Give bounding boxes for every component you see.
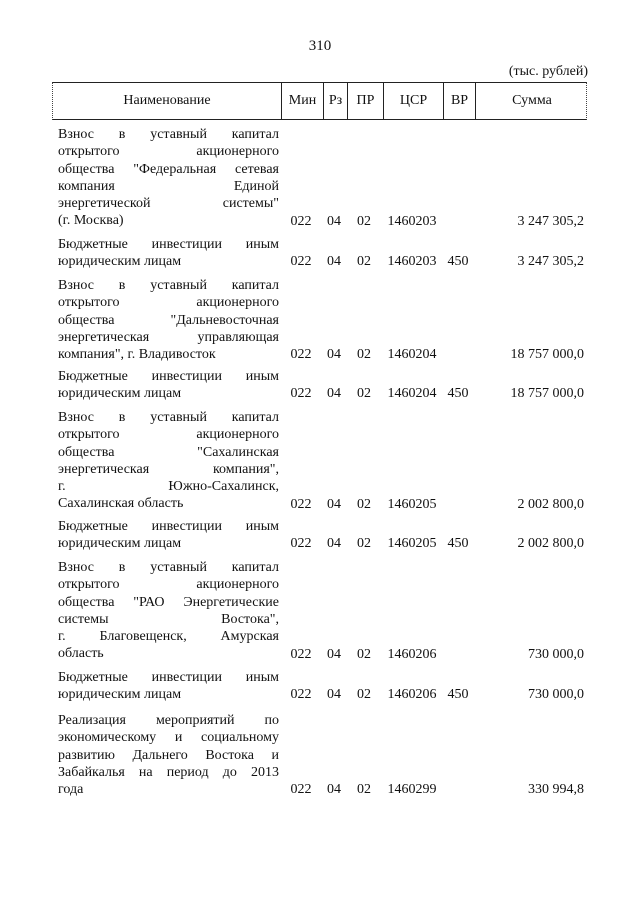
row-name-line: компания Единой — [58, 178, 279, 194]
row-name-line: Бюджетные инвестиции иным — [58, 670, 279, 685]
row-rz: 04 — [327, 386, 341, 402]
row-name-line: юридическим лицам — [58, 536, 182, 552]
row-name — [58, 712, 279, 798]
table-row — [52, 559, 587, 663]
row-name — [58, 518, 279, 553]
table-row — [52, 236, 587, 271]
row-name-line: открытого акционерного — [58, 144, 279, 160]
row-min: 022 — [290, 254, 312, 270]
table-row — [52, 409, 587, 513]
row-sum: 3 247 305,2 — [517, 254, 584, 270]
row-rz: 04 — [327, 536, 341, 552]
row-name-line: Взнос в уставный капитал — [58, 560, 279, 575]
row-name-line: г. Благовещенск, Амурская — [58, 629, 279, 645]
row-pr: 02 — [357, 347, 371, 363]
row-min: 022 — [290, 347, 312, 363]
row-name-line: открытого акционерного — [58, 295, 279, 311]
row-min: 022 — [290, 782, 312, 798]
row-vr: 450 — [447, 386, 469, 402]
row-name-line: Сахалинская область — [58, 496, 184, 512]
row-name-line: юридическим лицам — [58, 386, 182, 402]
row-name-line: Бюджетные инвестиции иным — [58, 237, 279, 252]
row-pr: 02 — [357, 646, 371, 662]
row-name — [58, 126, 279, 230]
row-name — [58, 559, 279, 663]
row-name-line: открытого акционерного — [58, 577, 279, 593]
row-name-line: Забайкалья на период до 2013 — [58, 764, 279, 780]
row-csr: 1460205 — [387, 536, 437, 552]
row-rz: 04 — [327, 213, 341, 229]
row-sum: 2 002 800,0 — [517, 496, 584, 512]
row-csr: 1460204 — [387, 386, 437, 402]
row-csr: 1460206 — [387, 646, 437, 662]
row-rz: 04 — [327, 646, 341, 662]
page-number: 310 — [308, 38, 332, 54]
row-sum: 18 757 000,0 — [510, 386, 584, 402]
header-pr: ПР — [347, 83, 383, 119]
row-vr: 450 — [447, 536, 469, 552]
row-pr: 02 — [357, 782, 371, 798]
row-name-line: общества "Федеральная сетевая — [58, 161, 279, 177]
row-csr: 1460299 — [387, 782, 437, 798]
row-name-line: года — [58, 782, 84, 798]
row-name-line: компания", г. Владивосток — [58, 347, 216, 363]
row-pr: 02 — [357, 213, 371, 229]
row-min: 022 — [290, 646, 312, 662]
row-pr: 02 — [357, 496, 371, 512]
row-name-line: Взнос в уставный капитал — [58, 410, 279, 425]
row-pr: 02 — [357, 687, 371, 703]
row-min: 022 — [290, 496, 312, 512]
row-min: 022 — [290, 687, 312, 703]
row-name-line: открытого акционерного — [58, 427, 279, 443]
row-name — [58, 368, 279, 403]
row-name-line: экономическому и социальному — [58, 730, 279, 746]
header-vr: ВР — [443, 83, 475, 119]
table-row — [52, 126, 587, 230]
row-pr: 02 — [357, 536, 371, 552]
table-row — [52, 277, 587, 364]
row-name-line: общества "РАО Энергетические — [58, 594, 279, 610]
row-sum: 730 000,0 — [528, 687, 584, 703]
header-sum: Сумма — [475, 83, 588, 119]
row-name-line: энергетической системы" — [58, 196, 279, 212]
table-row — [52, 368, 587, 403]
row-name — [58, 277, 279, 363]
table-header — [52, 82, 587, 120]
row-csr: 1460206 — [387, 687, 437, 703]
row-vr: 450 — [447, 687, 469, 703]
row-name-line: энергетическая управляющая — [58, 329, 279, 345]
row-csr: 1460203 — [387, 254, 437, 270]
header-csr: ЦСР — [383, 83, 443, 119]
row-rz: 04 — [327, 782, 341, 798]
row-name-line: Реализация мероприятий по — [58, 713, 279, 728]
row-sum: 3 247 305,2 — [517, 213, 584, 229]
row-name-line: общества "Сахалинская — [58, 444, 279, 460]
row-name-line: г. Южно-Сахалинск, — [58, 479, 279, 495]
row-name-line: Взнос в уставный капитал — [58, 278, 279, 293]
row-sum: 730 000,0 — [528, 646, 584, 662]
row-rz: 04 — [327, 347, 341, 363]
row-name-line: энергетическая компания", — [58, 461, 279, 477]
row-sum: 2 002 800,0 — [517, 536, 584, 552]
row-pr: 02 — [357, 386, 371, 402]
row-name-line: (г. Москва) — [58, 213, 124, 229]
row-name-line: Бюджетные инвестиции иным — [58, 519, 279, 534]
row-min: 022 — [290, 386, 312, 402]
row-rz: 04 — [327, 496, 341, 512]
row-vr: 450 — [447, 254, 469, 270]
row-name — [58, 409, 279, 513]
row-min: 022 — [290, 536, 312, 552]
row-name-line: юридическим лицам — [58, 254, 182, 270]
header-rz: Рз — [323, 83, 347, 119]
row-name-line: Бюджетные инвестиции иным — [58, 369, 279, 384]
row-min: 022 — [290, 213, 312, 229]
table-row — [52, 669, 587, 704]
row-name-line: общества "Дальневосточная — [58, 312, 279, 328]
row-sum: 330 994,8 — [528, 782, 584, 798]
row-csr: 1460203 — [387, 213, 437, 229]
row-pr: 02 — [357, 254, 371, 270]
row-name-line: развитию Дальнего Востока и — [58, 747, 279, 763]
row-name — [58, 669, 279, 704]
row-name-line: область — [58, 646, 104, 662]
row-name — [58, 236, 279, 271]
row-csr: 1460205 — [387, 496, 437, 512]
row-rz: 04 — [327, 687, 341, 703]
units-label: (тыс. рублей) — [508, 64, 588, 79]
row-csr: 1460204 — [387, 347, 437, 363]
row-sum: 18 757 000,0 — [510, 347, 584, 363]
row-name-line: Взнос в уставный капитал — [58, 127, 279, 142]
header-min: Мин — [281, 83, 323, 119]
row-name-line: системы Востока", — [58, 611, 279, 627]
row-name-line: юридическим лицам — [58, 687, 182, 703]
table-row — [52, 518, 587, 553]
row-rz: 04 — [327, 254, 341, 270]
table-row — [52, 712, 587, 799]
header-name: Наименование — [123, 93, 211, 108]
